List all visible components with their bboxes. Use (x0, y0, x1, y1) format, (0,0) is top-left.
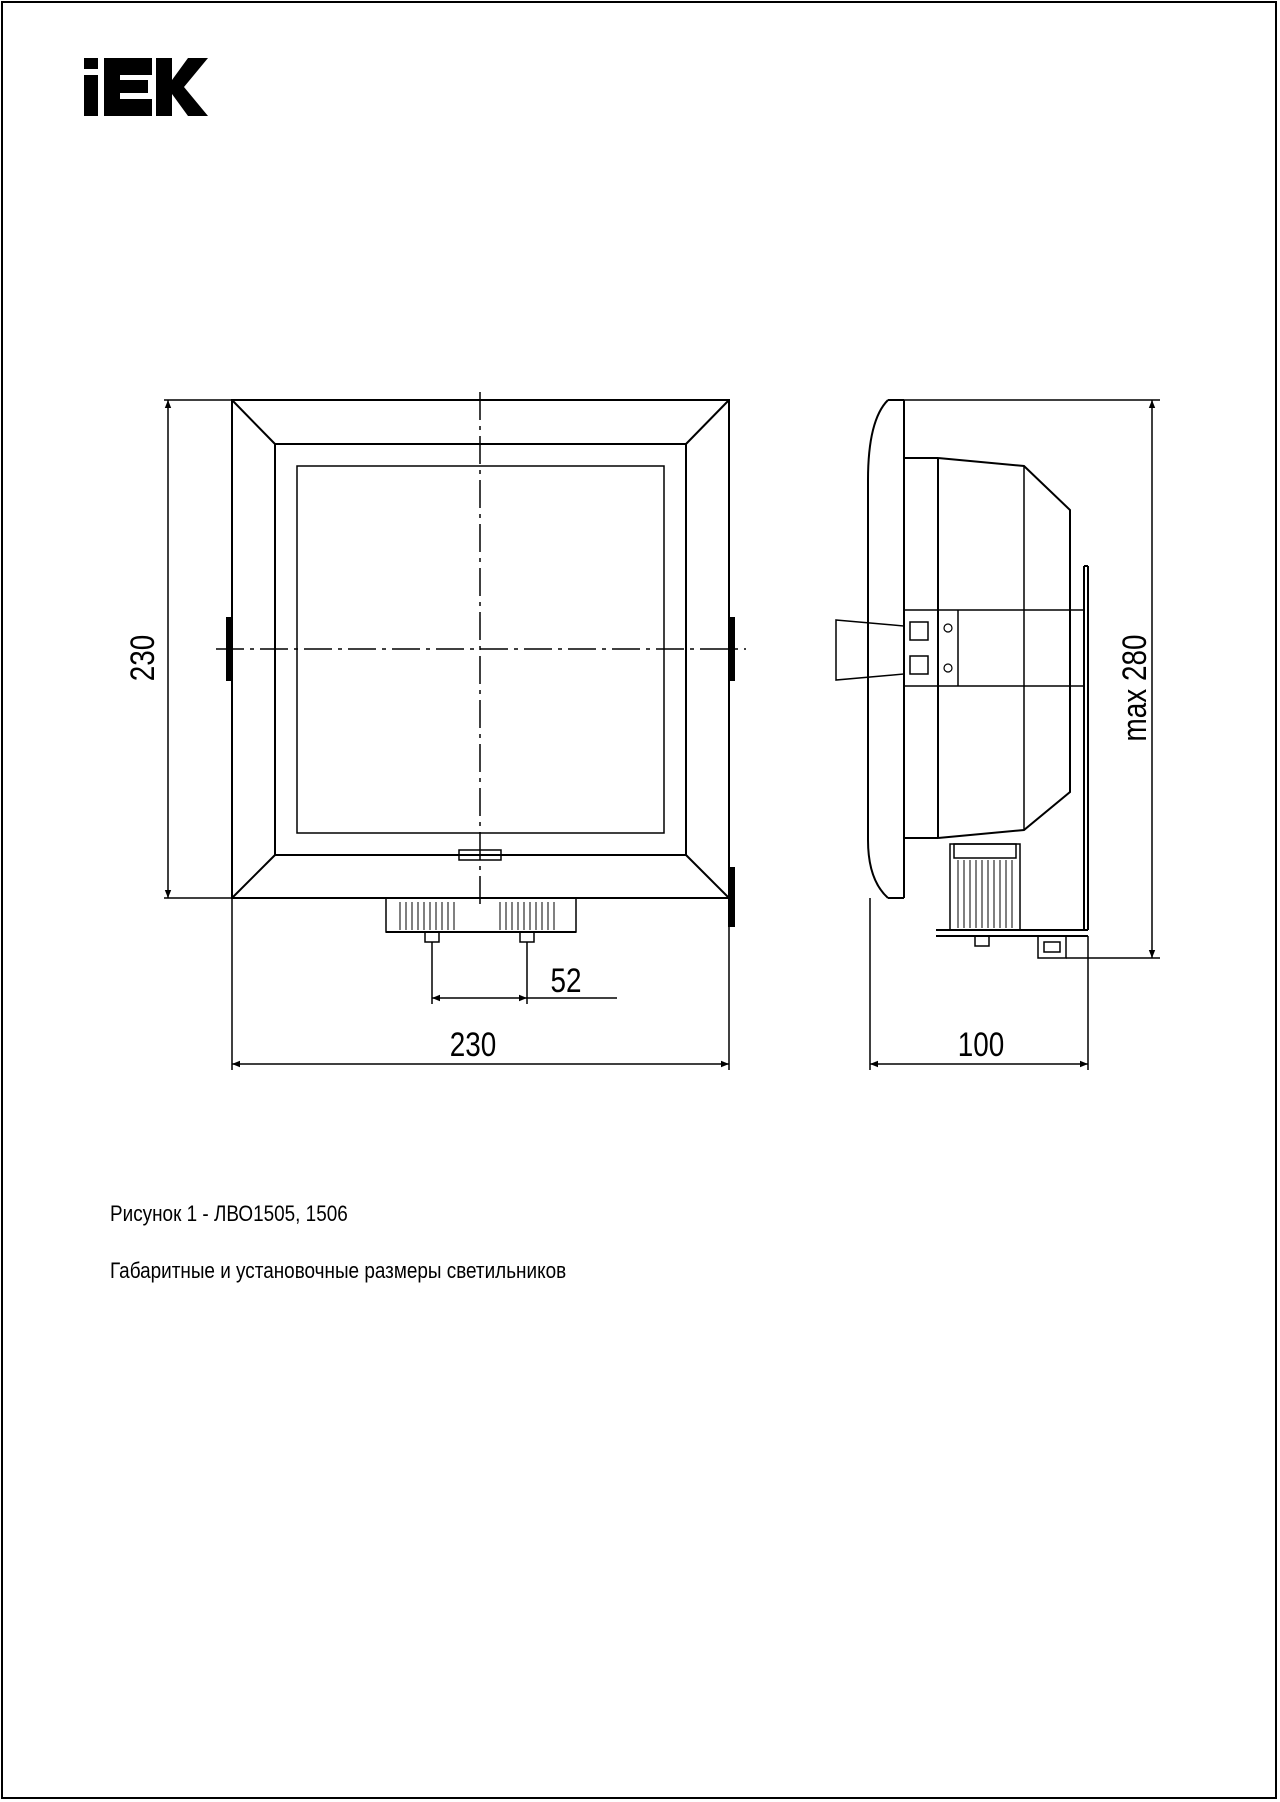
side-height-label: max 280 (1115, 634, 1154, 742)
front-view (216, 392, 746, 942)
front-height-label: 230 (123, 634, 162, 682)
front-width-label: 230 (449, 1025, 497, 1064)
figure-caption: Рисунок 1 - ЛВО1505, 1506 (110, 1201, 348, 1226)
front-dimensions (164, 400, 729, 1070)
side-depth-label: 100 (957, 1025, 1005, 1064)
spacing-label: 52 (550, 961, 582, 1000)
figure-description: Габаритные и установочные размеры светильников (110, 1258, 567, 1283)
side-view (836, 400, 1088, 958)
